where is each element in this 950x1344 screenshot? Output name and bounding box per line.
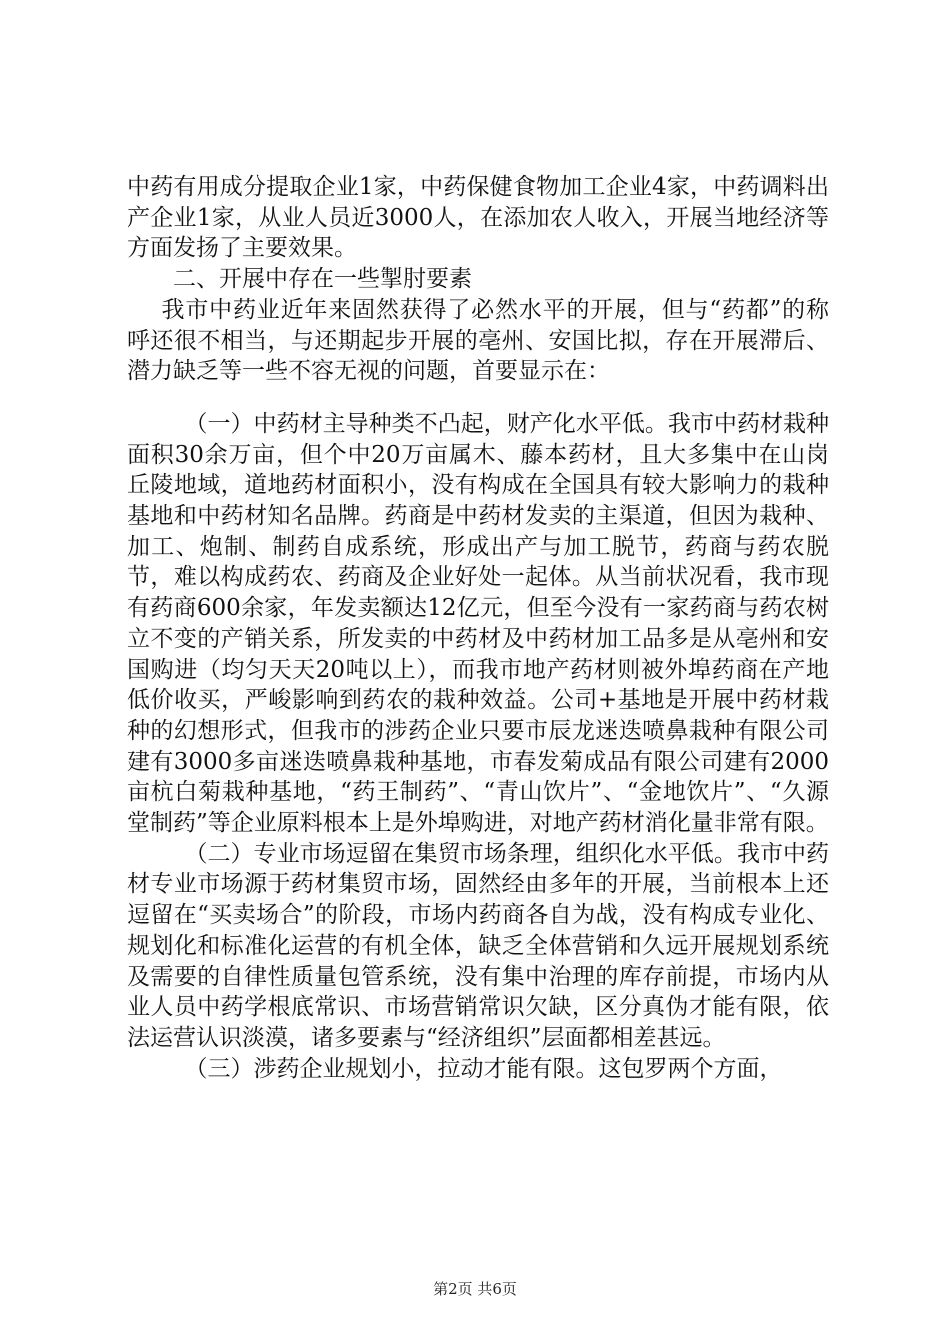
paragraph-item-1: （一）中药材主导种类不凸起，财产化水平低。我市中药材栽种面积30余万亩，但个中20万亩属木、藤本药材，且大多集中在山岗丘陵地域，道地药材面积小，没有构成在全国具有较大影响力的栽种基地和中药材知名品牌。药商是中药材发卖的主渠道，但因为栽种、加工、炮制、制药自成系统，形成出产与加工脱节，药商与药农脱节，难以构成药农、药商及企业好处一起体。从当前状况看，我市现有药商600余家，年发卖额达12亿元，但至今没有一家药商与药农树立不变的产销关系，所发卖的中药材及中药材加工品多是从亳州和安国购进（均匀天天20吨以上），而我市地产药材则被外埠药商在产地低价收买，严峻影响到药农的栽种效益。公司+基地是开展中药材栽种的幻想形式，但我市的涉药企业只要市辰龙迷迭喷鼻栽种有限公司建有3000多亩迷迭喷鼻栽种基地，市春发菊成品有限公司建有2000亩杭白菊栽种基地，“药王制药”、“青山饮片”、“金地饮片”、“久源堂制药”等企业原料根本上是外埠购进，对地产药材消化量非常有限。 — [127, 410, 829, 837]
page-number-footer: 第2页 共6页 — [433, 1280, 517, 1298]
paragraph-item-3: （三）涉药企业规划小，拉动才能有限。这包罗两个方面， — [184, 1055, 783, 1082]
paragraph-continuation: 中药有用成分提取企业1家，中药保健食物加工企业4家，中药调料出产企业1家，从业人员近3000人，在添加农人收入，开展当地经济等方面发扬了主要效果。 — [127, 174, 829, 262]
paragraph-intro: 我市中药业近年来固然获得了必然水平的开展，但与“药都”的称呼还很不相当，与还期起步开展的亳州、安国比拟，存在开展滞后、潜力缺乏等一些不容无视的问题，首要显示在： — [127, 296, 829, 385]
paragraph-item-2: （二）专业市场逗留在集贸市场条理，组织化水平低。我市中药材专业市场源于药材集贸市场，固然经由多年的开展，当前根本上还逗留在“买卖场合”的阶段，市场内药商各自为战，没有构成专业化、规划化和标准化运营的有机全体，缺乏全体营销和久远开展规划系统及需要的自律性质量包管系统，没有集中治理的库存前提，市场内从业人员中药学根底常识、市场营销常识欠缺，区分真伪才能有限，依法运营认识淡漠，诸多要素与“经济组织”层面都相差甚远。 — [127, 840, 829, 1051]
document-body — [127, 172, 829, 1084]
section-heading: 二、开展中存在一些掣肘要素 — [173, 266, 472, 293]
